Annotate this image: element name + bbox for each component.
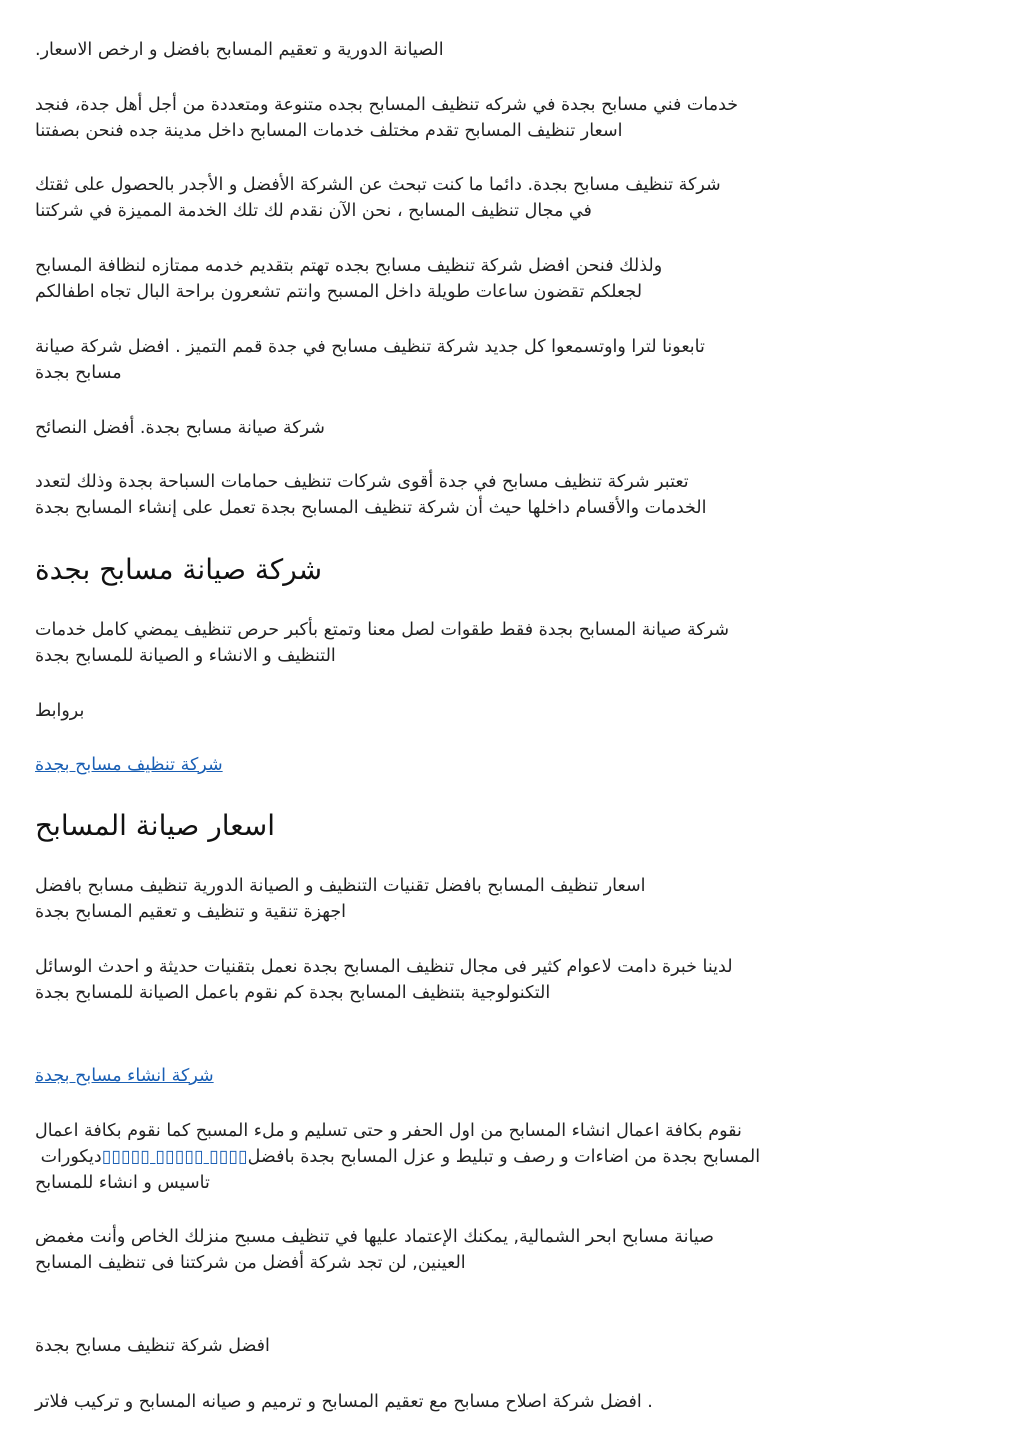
link-cleaning-pools[interactable]: شركة تنظيف مسابح بجدة bbox=[35, 755, 223, 775]
heading-text: اسعار صيانة المسابح bbox=[35, 809, 276, 842]
paragraph-line: ولذلك فنحن افضل شركة تنظيف مسابح بجده تهتم بتقديم خدمه ممتازه لنظافة المسابح bbox=[35, 256, 663, 276]
text-segment: المسابح بجدة من اضاءات و رصف و تبليط و عزل المسابح بجدة بافضل bbox=[247, 1147, 766, 1167]
paragraph-2 bbox=[35, 92, 990, 144]
link-paragraph-1 bbox=[35, 752, 990, 778]
inline-link[interactable]: ▯▯▯▯▯ ▯▯▯▯▯ ▯▯▯▯ bbox=[101, 1147, 248, 1167]
paragraph-line: صيانة مسابح ابحر الشمالية, يمكنك الإعتماد عليها في تنظيف مسبح منزلك الخاص وأنت مغمض bbox=[35, 1227, 714, 1247]
paragraph-line: تاسيس و انشاء للمسابح bbox=[35, 1173, 210, 1193]
paragraph-line: الخدمات والأقسام داخلها حيث أن شركة تنظيف المسابح بجدة تعمل على إنشاء المسابح بجدة bbox=[35, 498, 707, 518]
paragraph-line: شركة صيانة مسابح بجدة. أفضل النصائح bbox=[35, 418, 325, 438]
link-building-pools[interactable]: شركة انشاء مسابح بجدة bbox=[35, 1066, 214, 1086]
paragraph-line: التكنولوجية بتنظيف المسابح بجدة كم نقوم باعمل الصيانة للمسابح بجدة bbox=[35, 983, 551, 1003]
paragraph-13 bbox=[35, 1224, 990, 1276]
paragraph-line: لجعلكم تقضون ساعات طويلة داخل المسبح وانتم تشعرون براحة البال تجاه اطفالكم bbox=[35, 282, 643, 302]
paragraph-line: نقوم بكافة اعمال انشاء المسابح من اول الحفر و حتى تسليم و ملء المسبح كما نقوم بكافة اعمال bbox=[35, 1121, 742, 1141]
paragraph-line: الصيانة الدورية و تعقيم المسابح بافضل و ارخص الاسعار. bbox=[35, 40, 444, 60]
section-heading-2 bbox=[35, 806, 990, 846]
paragraph-line: شركة تنظيف مسابح بجدة. دائما ما كنت تبحث عن الشركة الأفضل و الأجدر بالحصول على ثقتك bbox=[35, 175, 721, 195]
paragraph-line: في مجال تنظيف المسابح ، نحن الآن نقدم لك تلك الخدمة المميزة في شركتنا bbox=[35, 201, 592, 221]
paragraph-15 bbox=[35, 1389, 990, 1415]
heading-text: شركة صيانة مسابح بجدة bbox=[35, 553, 323, 586]
link-paragraph-2 bbox=[35, 1063, 990, 1089]
paragraph-line: مسابح بجدة bbox=[35, 363, 122, 383]
paragraph-line: تعتبر شركة تنظيف مسابح في جدة أقوى شركات تنظيف حمامات السباحة بجدة وذلك لتعدد bbox=[35, 472, 689, 492]
paragraph-line: لدينا خبرة دامت لاعوام كثير فى مجال تنظيف المسابح بجدة نعمل بتقنيات حديثة و احدث الوسائل bbox=[35, 957, 733, 977]
paragraph-line: اسعار تنظيف المسابح بافضل تقنيات التنظيف و الصيانة الدورية تنظيف مسابح بافضل bbox=[35, 876, 646, 896]
paragraph-5 bbox=[35, 334, 990, 386]
paragraph-14 bbox=[35, 1333, 990, 1359]
paragraph-line: العينين, لن تجد شركة أفضل من شركتنا فى تنظيف المسابح bbox=[35, 1253, 466, 1273]
paragraph-line: خدمات فني مسابح بجدة في شركه تنظيف المسابح بجده متنوعة ومتعددة من أجل أهل جدة، فنجد bbox=[35, 95, 739, 115]
paragraph-10 bbox=[35, 873, 990, 925]
paragraph-line: تابعونا لترا واوتسمعوا كل جديد شركة تنظيف مسابح في جدة قمم التميز . افضل شركة صيانة bbox=[35, 337, 705, 357]
text-segment: ديكورات bbox=[35, 1147, 102, 1167]
paragraph-line: شركة صيانة المسابح بجدة فقط طقوات لصل معنا وتمتع بأكبر حرص تنظيف يمضي كامل خدمات bbox=[35, 620, 730, 640]
paragraph-line: اجهزة تنقية و تنظيف و تعقيم المسابح بجدة bbox=[35, 902, 347, 922]
paragraph-line: افضل شركة تنظيف مسابح بجدة bbox=[35, 1336, 270, 1356]
paragraph-12 bbox=[35, 1118, 990, 1196]
paragraph-8 bbox=[35, 617, 990, 669]
paragraph-9 bbox=[35, 698, 990, 724]
paragraph-6 bbox=[35, 415, 990, 441]
paragraph-line: بروابط bbox=[35, 701, 85, 721]
paragraph-7 bbox=[35, 469, 990, 521]
paragraph-1 bbox=[35, 37, 990, 63]
paragraph-4 bbox=[35, 253, 990, 305]
paragraph-line: . افضل شركة اصلاح مسابح مع تعقيم المسابح و ترميم و صيانه المسابح و تركيب فلاتر bbox=[35, 1392, 653, 1412]
paragraph-line: التنظيف و الانشاء و الصيانة للمسابح بجدة bbox=[35, 646, 336, 666]
paragraph-3 bbox=[35, 172, 990, 224]
paragraph-line-with-link bbox=[35, 1147, 766, 1167]
section-heading-1 bbox=[35, 550, 990, 590]
paragraph-line: اسعار تنظيف المسابح تقدم مختلف خدمات المسابح داخل مدينة جده فنحن بصفتنا bbox=[35, 121, 623, 141]
paragraph-11 bbox=[35, 954, 990, 1006]
